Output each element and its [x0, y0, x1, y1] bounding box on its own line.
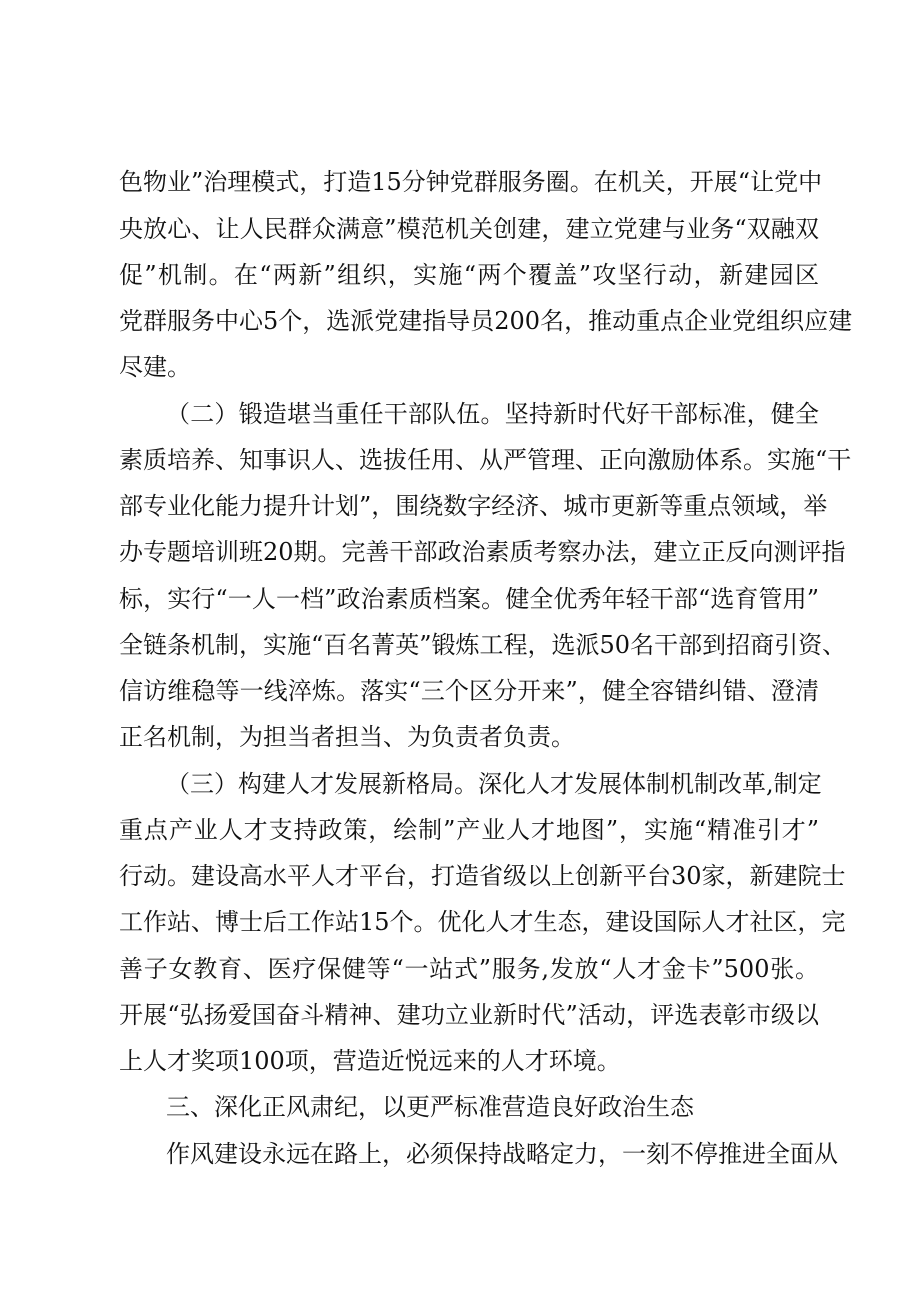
- paragraph-line: 素质培养、知事识人、选拔任用、从严管理、正向激励体系。实施“干: [119, 446, 852, 474]
- section-heading-line: （三）构建人才发展新格局。深化人才发展体制机制改革,制定: [166, 770, 822, 798]
- paragraph-line: 善子女教育、医疗保健等“一站式”服务,发放“人才金卡”500张。: [119, 955, 819, 983]
- paragraph-line: 促”机制。在“两新”组织，实施“两个覆盖”攻坚行动，新建园区: [119, 261, 819, 289]
- paragraph-line: 尽建。: [119, 353, 191, 381]
- paragraph-line: 上人才奖项100项，营造近悦远来的人才环境。: [119, 1047, 621, 1075]
- paragraph-line: 央放心、让人民群众满意”模范机关创建，建立党建与业务“双融双: [119, 215, 819, 243]
- paragraph-line: 重点产业人才支持政策，绘制”产业人才地图”，实施“精准引才”: [119, 816, 819, 844]
- paragraph-line: 标，实行“一人一档”政治素质档案。健全优秀年轻干部“选育管用”: [119, 585, 819, 613]
- paragraph-line: 信访维稳等一线淬炼。落实“三个区分开来”，健全容错纠错、澄清: [119, 677, 819, 705]
- paragraph-line: 党群服务中心5个，选派党建指导员200名，推动重点企业党组织应建: [119, 307, 853, 335]
- paragraph-line: 色物业”治理模式，打造15分钟党群服务圈。在机关，开展“让党中: [119, 168, 823, 196]
- paragraph-line: 部专业化能力提升计划”，围绕数字经济、城市更新等重点领域，举: [119, 492, 828, 520]
- paragraph-line: 行动。建设高水平人才平台，打造省级以上创新平台30家，新建院士: [119, 862, 846, 890]
- section-heading-line: （二）锻造堪当重任干部队伍。坚持新时代好干部标准，健全: [166, 400, 819, 428]
- paragraph-line: 办专题培训班20期。完善干部政治素质考察办法，建立正反向测评指: [119, 538, 846, 566]
- paragraph-line: 全链条机制，实施“百名菁英”锻炼工程，选派50名干部到招商引资、: [119, 631, 847, 659]
- paragraph-line: 作风建设永远在路上，必须保持战略定力，一刻不停推进全面从: [166, 1140, 838, 1168]
- paragraph-line: 工作站、博士后工作站15个。优化人才生态，建设国际人才社区，完: [119, 908, 846, 936]
- paragraph-line: 正名机制，为担当者担当、为负责者负责。: [119, 723, 575, 751]
- paragraph-line: 开展“弘扬爱国奋斗精神、建功立业新时代”活动，评选表彰市级以: [119, 1001, 819, 1029]
- chapter-heading-line: 三、深化正风肃纪，以更严标准营造良好政治生态: [166, 1093, 694, 1121]
